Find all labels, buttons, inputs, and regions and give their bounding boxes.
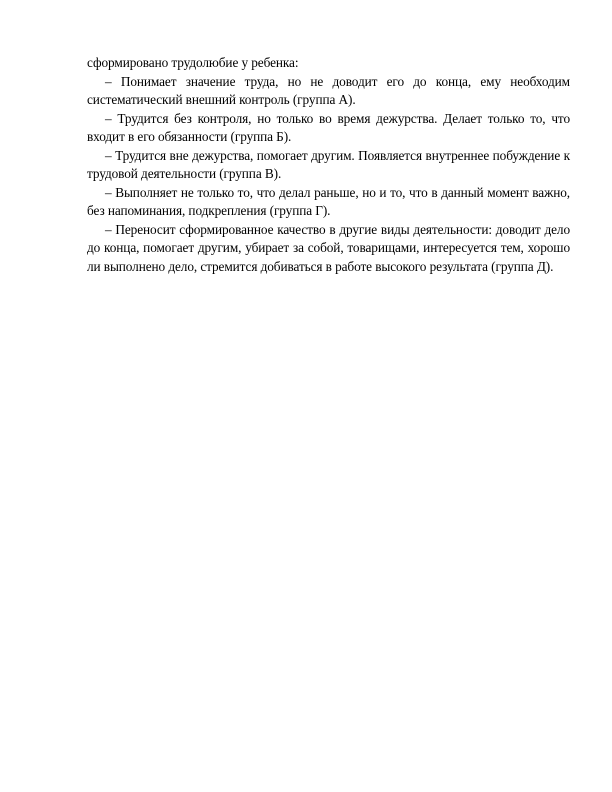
- list-item-group-a: – Понимает значение труда, но не доводит его до конца, ему необходим систематический внешний контроль (группа А).: [87, 73, 570, 107]
- document-body: [87, 54, 570, 276]
- list-item-group-d: – Переносит сформированное качество в другие виды деятельности: доводит дело до конца, помогает другим, убирает за собой, товарищами, интересуется тем, хорошо ли выполнено дело, стремится добиваться в работе высокого результата (группа Д).: [87, 221, 570, 274]
- list-item-group-g: – Выполняет не только то, что делал раньше, но и то, что в данный момент важно, без напоминания, подкрепления (группа Г).: [87, 184, 570, 218]
- intro-line: сформировано трудолюбие у ребенка:: [87, 55, 299, 70]
- list-item-group-v: – Трудится вне дежурства, помогает другим. Появляется внутреннее побуждение к трудовой деятельности (группа В).: [87, 147, 570, 181]
- list-item-group-b: – Трудится без контроля, но только во время дежурства. Делает только то, что входит в его обязанности (группа Б).: [87, 110, 570, 144]
